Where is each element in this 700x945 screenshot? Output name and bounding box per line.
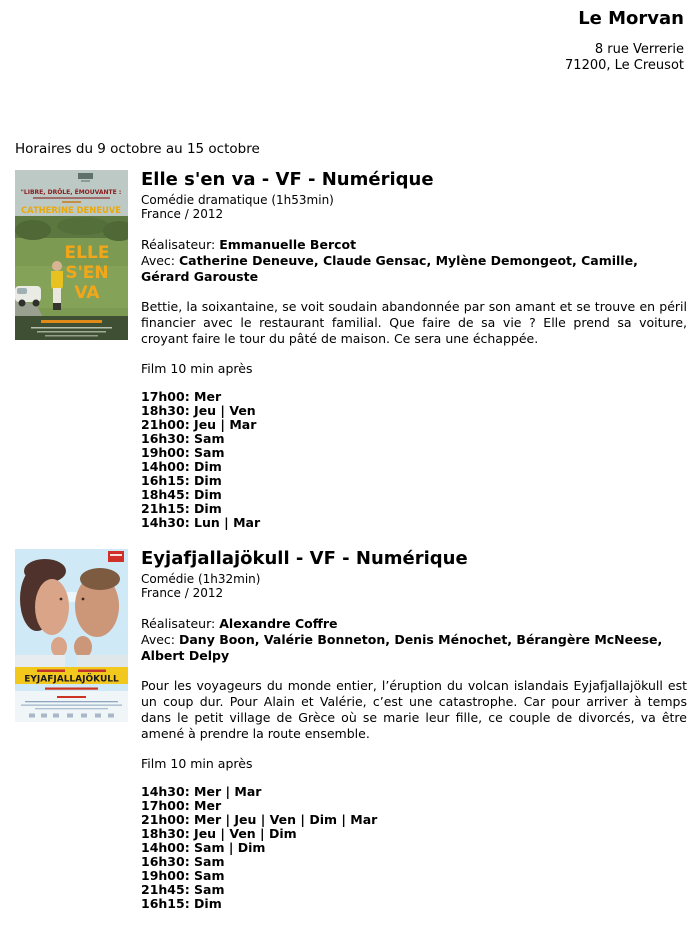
poster-illustration-eyjafjallajokull [15,549,128,722]
cast-line [141,253,687,285]
film-title: Elle s'en va - VF - Numérique [141,169,434,190]
film-genre-duration: Comédie (1h32min) [141,572,261,586]
address-line-2: 71200, Le Creusot [565,58,684,73]
showtime-line: 19h00: Sam [141,445,225,460]
film-card-elle-sen-va [15,170,687,530]
showtime-line: 19h00: Sam [141,868,225,883]
cast-names: Catherine Deneuve, Claude Gensac, Mylène Demongeot, Camille, Gérard Garouste [141,253,638,284]
showtime-line: 14h00: Dim [141,459,222,474]
director-line [141,616,687,632]
poster-tagline: "LIBRE, DRÔLE, ÉMOUVANTE : [20,189,122,196]
film-synopsis: Bettie, la soixantaine, se voit soudain abandonnée par son amant et se trouve en péril financier avec le restaurant familial. Que faire de sa vie ? Elle prend sa voiture, croyant faire le tour du pâté de maison. Ce sera une échappée. [141,299,687,346]
poster-credits-block [15,691,128,722]
poster-actress-name: CATHERINE DENEUVE [20,205,122,215]
film-title: Eyjafjallajökull - VF - Numérique [141,548,468,569]
poster-band-title: EYJAFJALLAJÖKULL [24,674,119,685]
showtimes-list [141,785,687,911]
schedule-heading: Horaires du 9 octobre au 15 octobre [15,141,260,157]
showtime-line: 16h30: Sam [141,431,225,446]
cinema-name: Le Morvan [578,8,684,29]
showtime-line: 17h00: Mer [141,389,222,404]
showtime-line: 16h15: Dim [141,896,222,911]
showtime-line: 14h30: Lun | Mar [141,515,261,530]
film-country-year: France / 2012 [141,585,224,600]
showtime-line: 21h45: Sam [141,882,225,897]
film-note: Film 10 min après [141,756,253,771]
director-label: Réalisateur: [141,237,216,252]
poster-credits-block [15,316,128,340]
film-poster-eyjafjallajokull [15,549,128,911]
director-line [141,237,687,253]
film-synopsis: Pour les voyageurs du monde entier, l’éruption du volcan islandais Eyjafjallajökull est un coup dur. Pour Alain et Valérie, c’est une catastrophe. Car pour arriver à temps dans le petit village de Grèce où se marie leur fille, ce couple de divorcés, va être amené à prendre la route ensemble. [141,678,687,741]
showtime-line: 21h00: Jeu | Mar [141,417,257,432]
film-card-eyjafjallajokull [15,549,687,911]
showtime-line: 14h30: Mer | Mar [141,784,262,799]
poster-title-line-2: S'EN [65,263,109,283]
poster-title-line-3: VA [74,283,100,303]
director-name: Alexandre Coffre [219,616,338,631]
film-country-year: France / 2012 [141,206,224,221]
director-label: Réalisateur: [141,616,216,631]
film-info [141,170,687,530]
cast-label: Avec: [141,632,175,647]
showtime-line: 21h15: Dim [141,501,222,516]
showtime-line: 18h45: Dim [141,487,222,502]
cast-line [141,632,687,664]
poster-red-logo [108,551,124,562]
director-name: Emmanuelle Bercot [219,237,357,252]
film-credits [141,237,687,285]
showtime-line: 18h30: Jeu | Ven | Dim [141,826,297,841]
poster-title-line-1: ELLE [64,243,110,263]
showtime-line: 16h15: Dim [141,473,222,488]
showtime-line: 21h00: Mer | Jeu | Ven | Dim | Mar [141,812,378,827]
showtime-line: 18h30: Jeu | Ven [141,403,256,418]
film-credits [141,616,687,664]
poster-illustration-elle-sen-va [15,170,128,340]
header [565,8,684,74]
showtimes-list [141,390,687,530]
address-line-1: 8 rue Verrerie [594,42,684,57]
poster-title-band [15,667,128,685]
film-poster-elle-sen-va [15,170,128,530]
showtime-line: 16h30: Sam [141,854,225,869]
showtime-line: 17h00: Mer [141,798,222,813]
showtime-line: 14h00: Sam | Dim [141,840,266,855]
cast-names: Dany Boon, Valérie Bonneton, Denis Ménochet, Bérangère McNeese, Albert Delpy [141,632,663,663]
film-genre-duration: Comédie dramatique (1h53min) [141,193,334,207]
film-note: Film 10 min après [141,361,253,376]
film-info [141,549,687,911]
cast-label: Avec: [141,253,175,268]
